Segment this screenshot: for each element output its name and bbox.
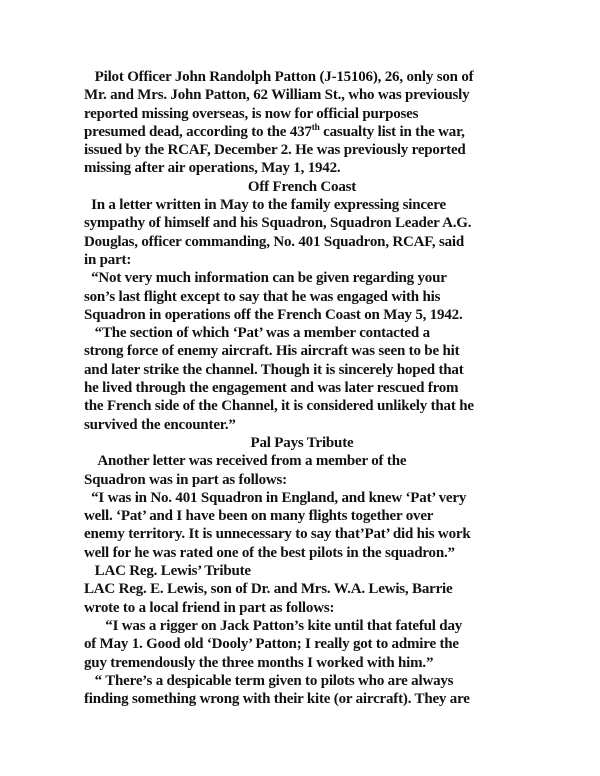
text-line: Squadron in operations off the French Coast on May 5, 1942. [84,306,463,323]
text-line: “ There’s a despicable term given to pilots who are always [84,672,454,689]
lewis-intro-paragraph [84,580,520,617]
text-line: In a letter written in May to the family expressing sincere [84,197,446,214]
text-line: Mr. and Mrs. John Patton, 62 William St., who was previously [84,87,470,104]
text-line: “I was a rigger on Jack Patton’s kite until that fateful day [84,617,463,634]
heading-lac-reg-lewis-tribute [84,562,520,580]
heading-pal-pays-tribute [84,434,520,452]
text-line: Squadron was in part as follows: [84,471,287,488]
text-line: the French side of the Channel, it is considered unlikely that he [84,398,474,415]
superscript: th [311,122,320,133]
text-line: finding something wrong with their kite (or aircraft). They are [84,691,470,708]
heading-off-french-coast [84,178,520,196]
letter-intro-paragraph [84,196,520,269]
text-line: LAC Reg. E. Lewis, son of Dr. and Mrs. W.A. Lewis, Barrie [84,581,453,598]
text-line: Another letter was received from a member of the [84,453,407,470]
text-line: presumed dead, according to the 437th casualty list in the war, [84,122,465,140]
another-letter-paragraph [84,452,520,489]
text-line: missing after air operations, May 1, 1942. [84,160,341,177]
text-line: guy tremendously the three months I worked with him.” [84,654,434,671]
text-line: issued by the RCAF, December 2. He was previously reported [84,142,466,159]
text-line: Pilot Officer John Randolph Patton (J-15106), 26, only son of [84,69,474,85]
text-line: “Not very much information can be given regarding your [84,270,447,287]
quote-not-very-much-paragraph [84,269,520,324]
heading-line: Off French Coast [247,178,357,195]
quote-the-section-paragraph [84,324,520,434]
text-line: son’s last flight except to say that he was engaged with his [84,288,441,305]
text-line: enemy territory. It is unnecessary to say that’Pat’ did his work [84,526,471,543]
text-line: survived the encounter.” [84,416,236,433]
heading-line: Pal Pays Tribute [250,434,354,451]
quote-despicable-term-paragraph [84,672,520,709]
text-line: in part: [84,251,132,268]
text-line: wrote to a local friend in part as follows: [84,599,335,616]
text-line: Douglas, officer commanding, No. 401 Squadron, RCAF, said [84,233,465,250]
text-line: “The section of which ‘Pat’ was a member contacted a [84,325,430,342]
heading-line: LAC Reg. Lewis’ Tribute [84,563,251,580]
text-line: strong force of enemy aircraft. His aircraft was seen to be hit [84,343,460,360]
text-line: reported missing overseas, is now for official purposes [84,105,419,122]
quote-i-was-in-401-paragraph [84,489,520,562]
intro-paragraph [84,68,520,178]
text-line: sympathy of himself and his Squadron, Squadron Leader A.G. [84,215,472,232]
text-line: of May 1. Good old ‘Dooly’ Patton; I really got to admire the [84,636,459,653]
text-line: he lived through the engagement and was later rescued from [84,380,459,397]
text-line: well. ‘Pat’ and I have been on many flights together over [84,508,434,525]
text-line: “I was in No. 401 Squadron in England, and knew ‘Pat’ very [84,489,467,506]
text-line: well for he was rated one of the best pilots in the squadron.” [84,544,455,561]
quote-rigger-paragraph [84,617,520,672]
text-line: and later strike the channel. Though it is sincerely hoped that [84,361,464,378]
